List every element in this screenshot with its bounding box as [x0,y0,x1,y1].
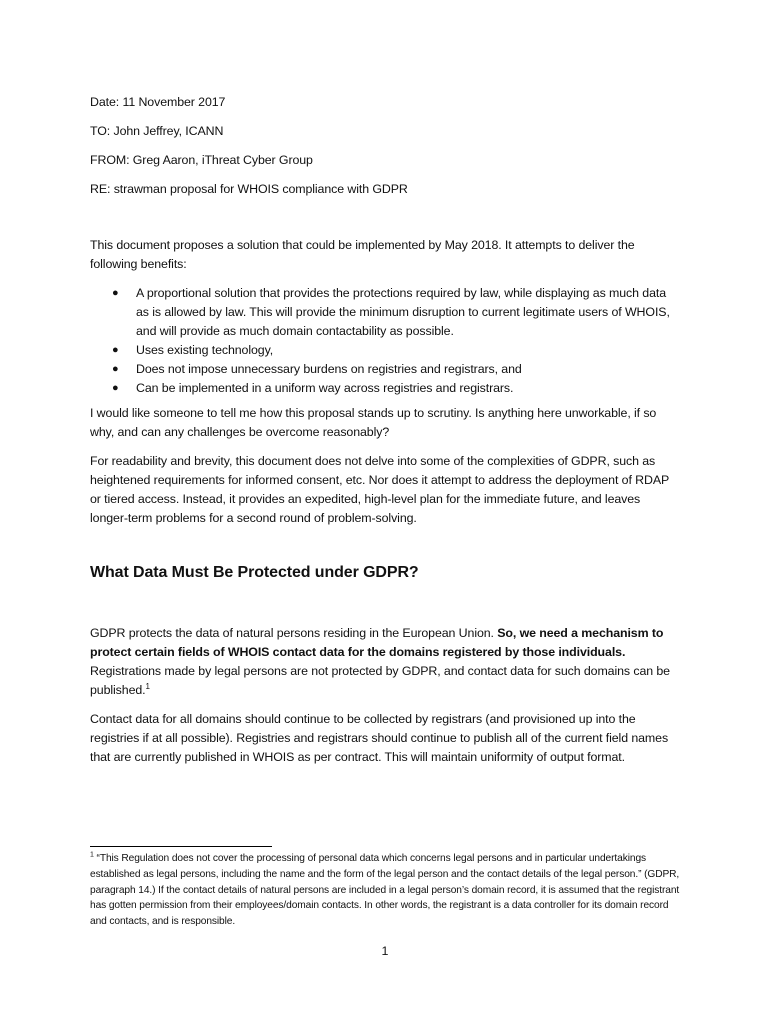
list-item [90,341,678,360]
memo-date: Date: 11 November 2017 [90,95,226,109]
page-body [90,93,678,777]
list-item-text: Can be implemented in a uniform way across registries and registrars. [136,381,514,395]
memo-from: FROM: Greg Aaron, iThreat Cyber Group [90,153,313,167]
scrutiny-paragraph: I would like someone to tell me how this proposal stands up to scrutiny. Is anything here unworkable, if so why, and can any challenges be overcome reasonably? [90,406,657,439]
intro-paragraph: This document proposes a solution that could be implemented by May 2018. It attempts to deliver the following benefits: [90,238,635,271]
footnote [90,851,680,930]
list-item [90,379,678,398]
gdpr-text-bold: So, we need a mechanism to protect certain fields of WHOIS contact data for the domains registered by those individuals. [90,626,664,659]
spacer [90,209,678,236]
footnote-reference[interactable]: 1 [145,681,150,691]
readability-paragraph: For readability and brevity, this document does not delve into some of the complexities of GDPR, such as heightened requirements for informed consent, etc. Nor does it attempt to address the deployment of RDAP or tiered access. Instead, it provides an expedited, high-level plan for the immediate future, and leaves longer-term problems for a second round of problem-solving. [90,454,669,525]
bullet-icon: ● [112,344,119,356]
gdpr-paragraph [90,624,678,700]
footnote-divider [90,846,272,847]
section-heading: What Data Must Be Protected under GDPR? [90,564,419,581]
list-item [90,360,678,379]
list-item-text: A proportional solution that provides the protections required by law, while displaying as much data as is allowed by law. This will provide the minimum disruption to current legitimate users of WHOIS, and will provide as much domain contactability as possible. [136,286,670,338]
contact-paragraph: Contact data for all domains should continue to be collected by registrars (and provisioned up into the registries if at all possible). Registries and registrars should continue to publish all of the current field names that are currently published in WHOIS as per contract. This will maintain uniformity of output format. [90,712,669,764]
bullet-icon: ● [112,382,119,394]
list-item-text: Uses existing technology, [136,343,274,357]
memo-re: RE: strawman proposal for WHOIS compliance with GDPR [90,182,408,196]
bullet-icon: ● [112,287,119,299]
list-item-text: Does not impose unnecessary burdens on registries and registrars, and [136,362,522,376]
footnote-text: “This Regulation does not cover the processing of personal data which concerns legal persons and in particular undertakings established as legal persons, including the name and the form of the legal person and the contact details of the legal person.” (GDPR, paragraph 14.) If the contact details of natural persons are included in a legal person’s domain record, it is assumed that the registrant has gotten permission from their employees/domain contacts. In other words, the registrant is a data controller for its domain record and contacts, and is responsible. [90,853,680,928]
footnote-number: 1 [90,851,94,859]
gdpr-text-part1: GDPR protects the data of natural persons residing in the European Union. [90,626,498,640]
benefits-list [90,284,678,398]
gdpr-text-part2: Registrations made by legal persons are not protected by GDPR, and contact data for such domains can be published. [90,664,670,697]
memo-to: TO: John Jeffrey, ICANN [90,124,224,138]
page-number: 1 [381,944,389,958]
list-item [90,284,678,341]
bullet-icon: ● [112,363,119,375]
